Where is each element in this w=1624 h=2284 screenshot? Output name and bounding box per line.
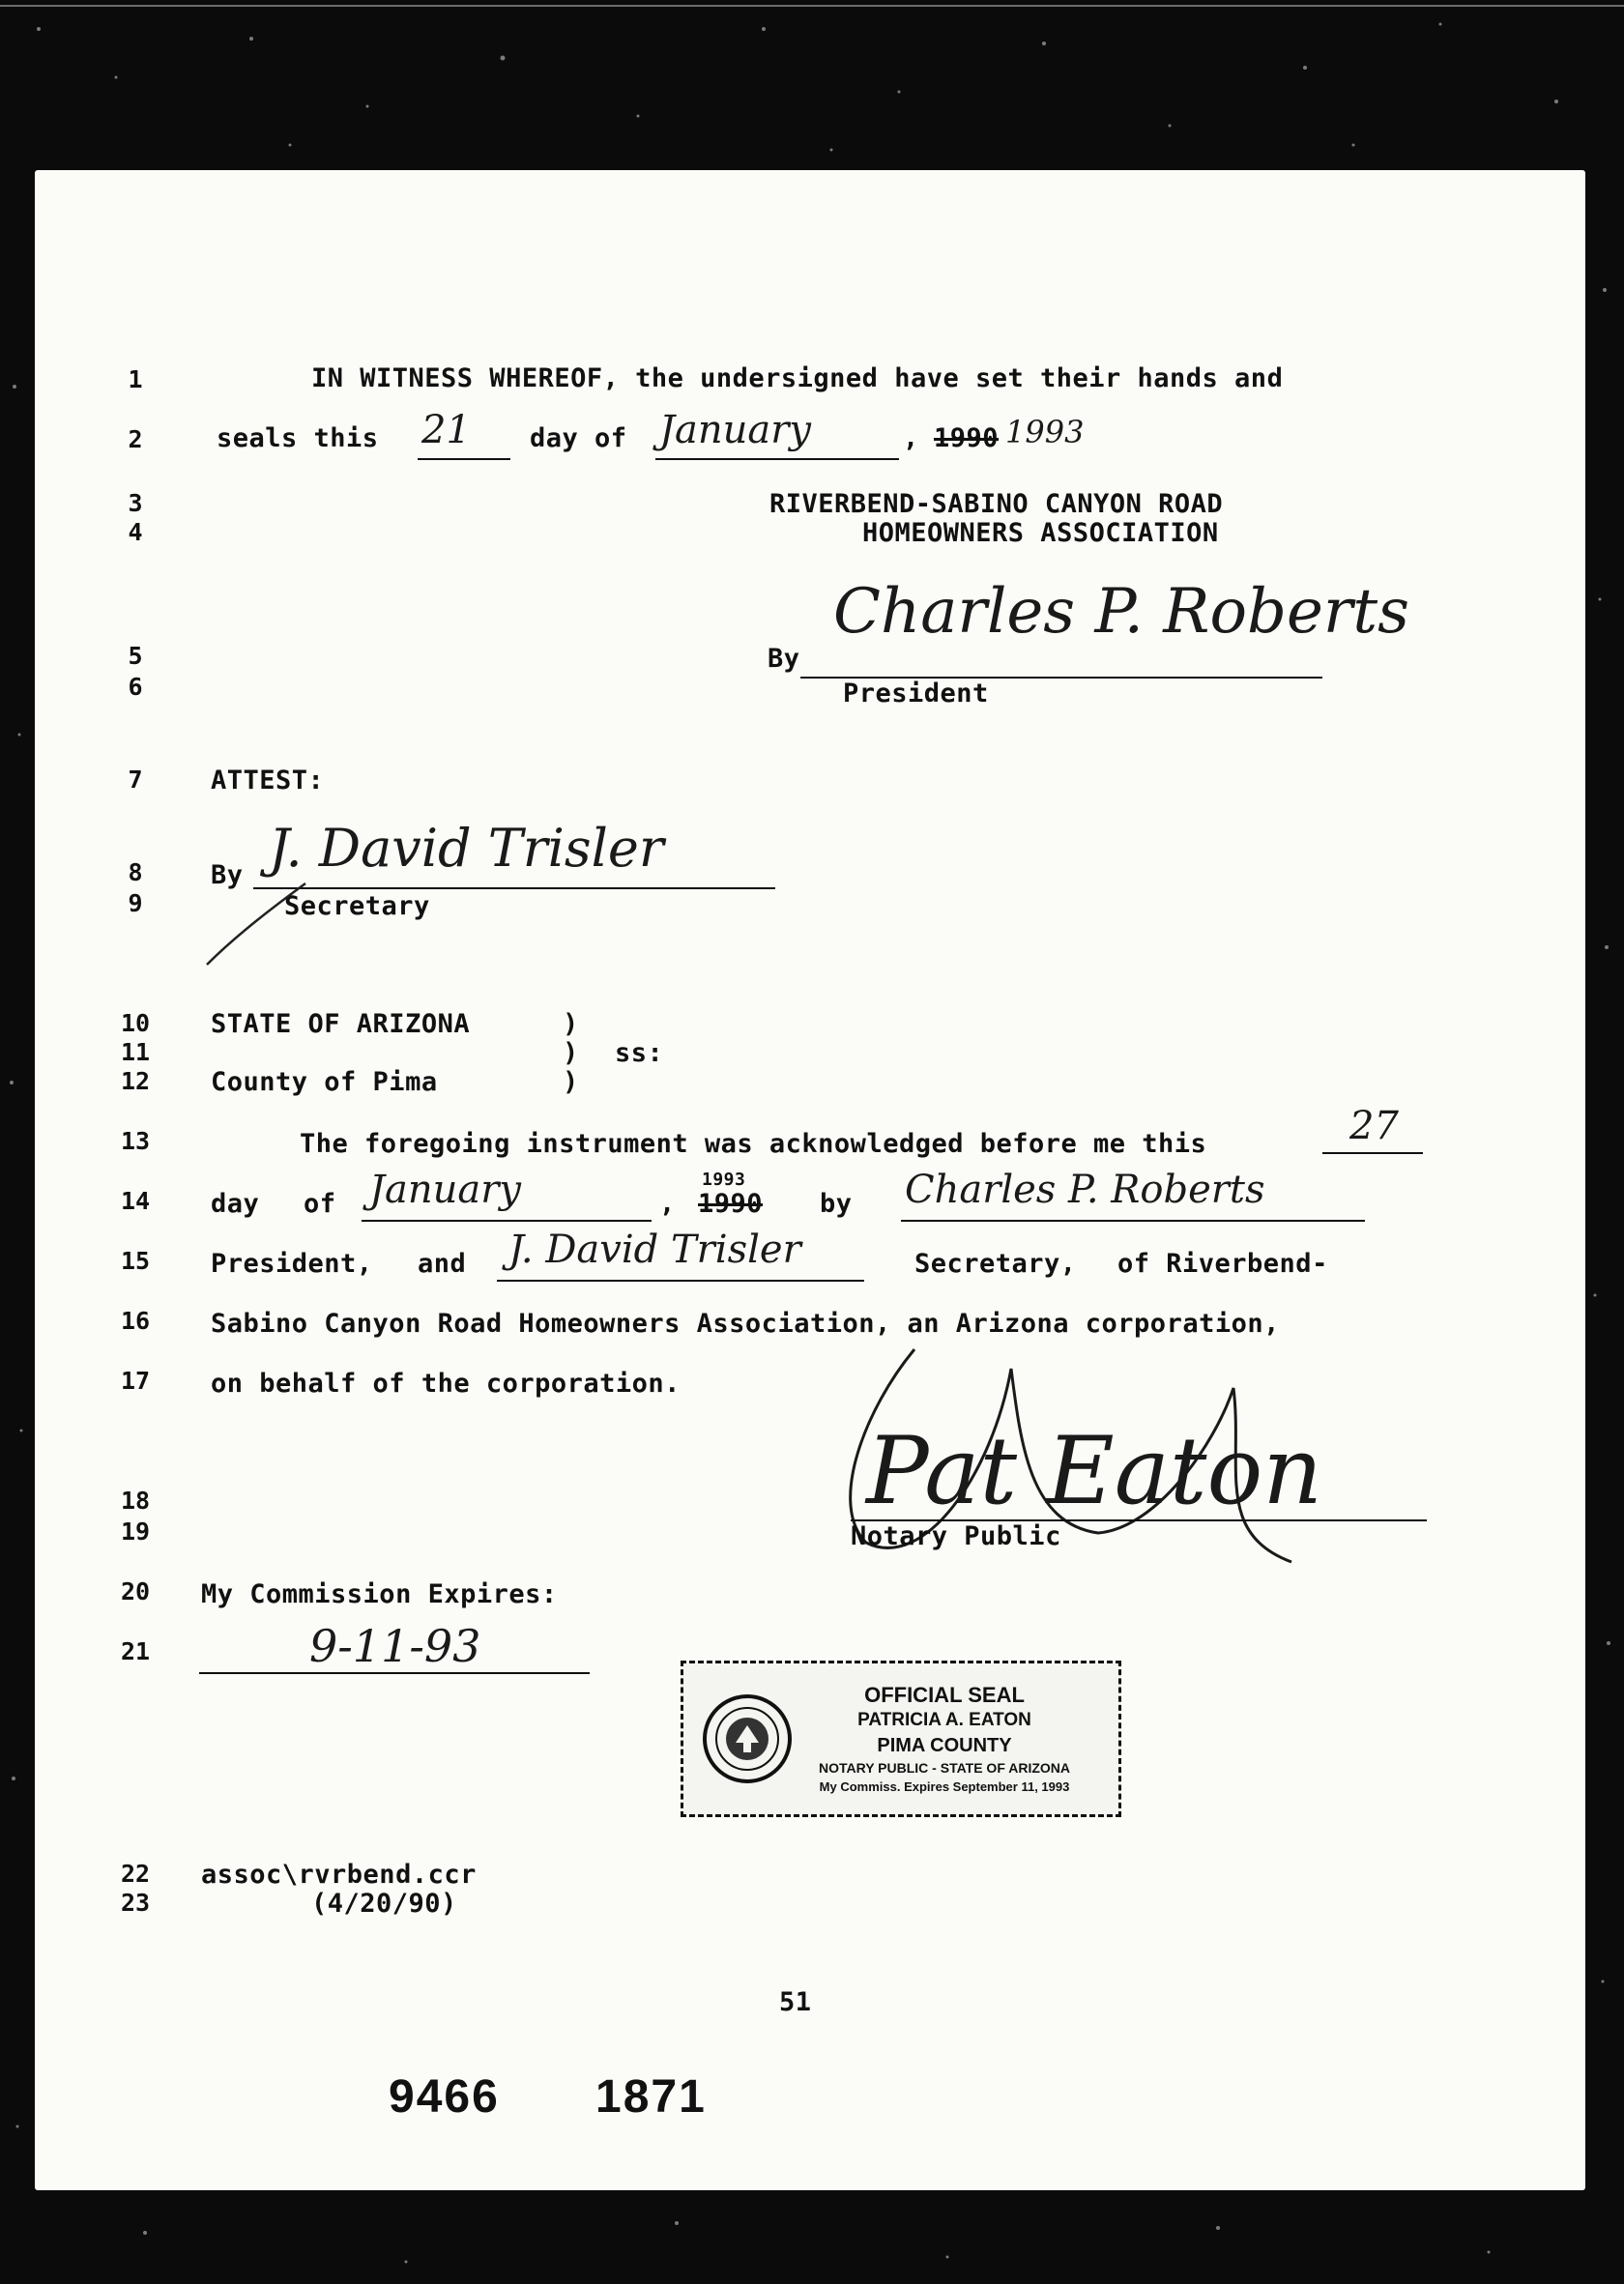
struck-year: 1990 (698, 1189, 764, 1219)
secretary-title: Secretary (284, 891, 430, 921)
line-number: 14 (120, 1187, 151, 1215)
line-number: 1 (128, 365, 143, 393)
president-text: President, (211, 1249, 373, 1279)
line-number: 6 (128, 673, 143, 701)
line-number: 7 (128, 766, 143, 794)
attest-label: ATTEST: (211, 766, 325, 795)
line-number: 16 (120, 1307, 151, 1335)
line-number: 17 (120, 1367, 151, 1395)
document-page (35, 170, 1585, 2190)
venue-paren: ) (563, 1009, 579, 1039)
file-date: (4/20/90) (311, 1889, 457, 1919)
of-riverbend-text: of Riverbend- (1117, 1249, 1328, 1279)
line-number: 5 (128, 642, 143, 670)
of-text: of (304, 1189, 336, 1219)
docket-number: 9466 (389, 2071, 500, 2123)
acknowledgment-line16: Sabino Canyon Road Homeowners Association, an Arizona corporation, (211, 1309, 1280, 1339)
comma: , (659, 1189, 676, 1219)
blank-rule (362, 1220, 652, 1222)
line-number: 9 (128, 889, 143, 917)
signature-flourish (199, 876, 315, 972)
blank-rule (901, 1220, 1365, 1222)
line-number: 4 (128, 518, 143, 546)
county-label: County of Pima (211, 1067, 438, 1097)
seal-notary-name: PATRICIA A. EATON (857, 1710, 1031, 1730)
by-label: By (768, 644, 800, 674)
venue-paren: ) (563, 1038, 579, 1068)
line-number: 20 (120, 1577, 151, 1605)
page-stamp-number: 1871 (595, 2071, 707, 2123)
ack-day-handwritten: 27 (1349, 1104, 1399, 1148)
venue-paren: ) (563, 1067, 579, 1097)
witness-month-handwritten: January (659, 408, 811, 452)
association-name-line2: HOMEOWNERS ASSOCIATION (862, 518, 1219, 548)
seal-expiration: My Commiss. Expires September 11, 1993 (819, 1779, 1070, 1794)
acknowledgment-line17: on behalf of the corporation. (211, 1369, 681, 1399)
blank-rule (497, 1280, 864, 1282)
line-number: 12 (120, 1067, 151, 1095)
line-number: 22 (120, 1860, 151, 1888)
secretary-signature: J. David Trisler (269, 818, 664, 879)
comma: , (903, 423, 919, 453)
president-signature: Charles P. Roberts (833, 576, 1409, 648)
association-name-line1: RIVERBEND-SABINO CANYON ROAD (769, 489, 1224, 519)
notary-signature: Pat Eaton (866, 1417, 1323, 1525)
by-label: By (211, 860, 244, 890)
witness-day-handwritten: 21 (421, 408, 471, 452)
ack-month-handwritten: January (369, 1168, 521, 1212)
secretary-name-handwritten: J. David Trisler (508, 1228, 801, 1272)
acknowledgment-line13: The foregoing instrument was acknowledged before me this (300, 1129, 1207, 1159)
by-text: by (820, 1189, 853, 1219)
witness-year-handwritten: 1993 (1005, 414, 1085, 450)
line-number: 13 (120, 1127, 151, 1155)
state-seal-emblem-icon (701, 1692, 794, 1785)
president-name-handwritten: Charles P. Roberts (905, 1168, 1265, 1212)
state-label: STATE OF ARIZONA (211, 1009, 471, 1039)
line-number: 10 (120, 1009, 151, 1037)
blank-rule (418, 458, 510, 460)
line-number: 15 (120, 1247, 151, 1275)
blank-rule (1322, 1152, 1423, 1154)
seal-county: PIMA COUNTY (877, 1735, 1012, 1756)
witness-clause: IN WITNESS WHEREOF, the undersigned have set their hands and (311, 363, 1284, 393)
line-number: 3 (128, 489, 143, 517)
signature-rule (253, 887, 775, 889)
day-text: day (211, 1189, 260, 1219)
commission-label: My Commission Expires: (201, 1579, 558, 1609)
ss-label: ss: (615, 1038, 664, 1068)
line-number: 23 (120, 1889, 151, 1917)
commission-date-handwritten: 9-11-93 (309, 1620, 481, 1672)
struck-year: 1990 (934, 423, 1000, 453)
official-notary-seal (681, 1661, 1121, 1817)
line-number: 8 (128, 858, 143, 886)
president-title: President (843, 679, 989, 708)
seal-title: OFFICIAL SEAL (864, 1683, 1025, 1707)
and-text: and (418, 1249, 467, 1279)
file-reference: assoc\rvrbend.ccr (201, 1860, 477, 1890)
line-number: 18 (120, 1487, 151, 1515)
day-of-text: day of (530, 423, 627, 453)
line-number: 11 (120, 1038, 151, 1066)
line-number: 21 (120, 1637, 151, 1665)
ack-year-handwritten: 1993 (702, 1170, 746, 1190)
blank-rule (199, 1672, 590, 1674)
page-number: 51 (779, 1987, 812, 2017)
blank-rule (655, 458, 899, 460)
seals-this-text: seals this (217, 423, 379, 453)
notary-title: Notary Public (851, 1521, 1061, 1551)
secretary-of-text: Secretary, (914, 1249, 1077, 1279)
line-number: 19 (120, 1518, 151, 1546)
seal-jurisdiction: NOTARY PUBLIC - STATE OF ARIZONA (818, 1760, 1071, 1776)
line-number: 2 (128, 425, 143, 453)
